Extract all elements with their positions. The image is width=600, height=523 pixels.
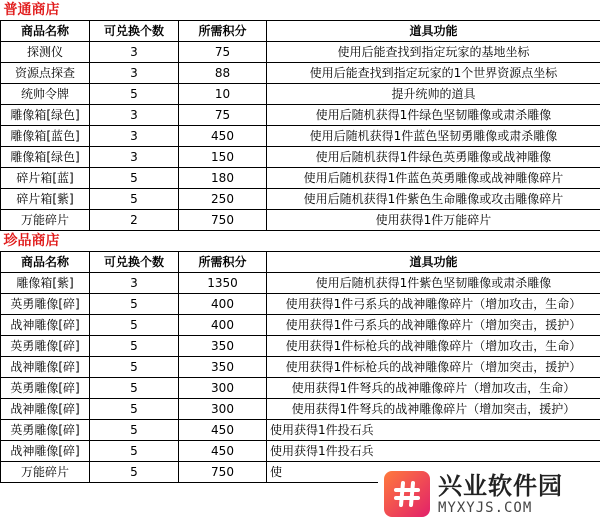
table-row	[1, 273, 600, 294]
table-row	[1, 357, 600, 378]
item-name: 统帅令牌	[1, 84, 90, 105]
item-points: 180	[179, 168, 267, 189]
header-row	[1, 21, 600, 42]
table-row	[1, 126, 600, 147]
blank-cell	[90, 0, 179, 21]
item-points: 400	[179, 294, 267, 315]
blank-cell	[267, 231, 600, 252]
table-row	[1, 63, 600, 84]
item-name: 英勇雕像[碎]	[1, 378, 90, 399]
item-function: 使用获得1件投石兵	[267, 441, 600, 462]
header-row	[1, 252, 600, 273]
item-name: 万能碎片	[1, 462, 90, 483]
table-row	[1, 42, 600, 63]
item-count: 5	[90, 378, 179, 399]
item-count: 5	[90, 189, 179, 210]
blank-cell	[179, 0, 267, 21]
header-function: 道具功能	[267, 252, 600, 273]
item-points: 1350	[179, 273, 267, 294]
item-function: 使用获得1件标枪兵的战神雕像碎片（增加攻击，生命）	[267, 336, 600, 357]
item-name: 万能碎片	[1, 210, 90, 231]
table-row	[1, 189, 600, 210]
table-row	[1, 441, 600, 462]
item-function: 使用获得1件万能碎片	[267, 210, 600, 231]
header-item-name: 商品名称	[1, 252, 90, 273]
item-count: 3	[90, 147, 179, 168]
item-name: 探测仪	[1, 42, 90, 63]
table-row	[1, 168, 600, 189]
item-points: 750	[179, 462, 267, 483]
item-count: 5	[90, 168, 179, 189]
table-row	[1, 315, 600, 336]
item-name: 英勇雕像[碎]	[1, 336, 90, 357]
header-item-name: 商品名称	[1, 21, 90, 42]
table-row	[1, 336, 600, 357]
watermark-url: MYXYJS.COM	[438, 500, 533, 516]
blank-cell	[179, 231, 267, 252]
item-count: 3	[90, 63, 179, 84]
item-count: 5	[90, 315, 179, 336]
item-name: 雕像箱[绿色]	[1, 147, 90, 168]
item-name: 雕像箱[蓝色]	[1, 126, 90, 147]
item-count: 3	[90, 42, 179, 63]
item-points: 350	[179, 357, 267, 378]
item-points: 350	[179, 336, 267, 357]
item-points: 75	[179, 42, 267, 63]
item-function: 使用后能查找到指定玩家的1个世界资源点坐标	[267, 63, 600, 84]
item-function: 使用后随机获得1件紫色坚韧雕像或肃杀雕像	[267, 273, 600, 294]
item-function: 使用获得1件弓系兵的战神雕像碎片（增加攻击，生命）	[267, 294, 600, 315]
item-points: 300	[179, 378, 267, 399]
item-count: 5	[90, 357, 179, 378]
item-function: 使用后能查找到指定玩家的基地坐标	[267, 42, 600, 63]
table-row	[1, 378, 600, 399]
header-points: 所需积分	[179, 252, 267, 273]
item-points: 750	[179, 210, 267, 231]
item-points: 150	[179, 147, 267, 168]
watermark-title: 兴业软件园	[438, 472, 563, 500]
item-name: 英勇雕像[碎]	[1, 420, 90, 441]
item-name: 碎片箱[蓝]	[1, 168, 90, 189]
section-title: 珍品商店	[3, 233, 60, 249]
item-function: 使用获得1件标枪兵的战神雕像碎片（增加突击，援护）	[267, 357, 600, 378]
header-points: 所需积分	[179, 21, 267, 42]
blank-cell	[267, 0, 600, 21]
item-function: 使用后随机获得1件蓝色坚韧勇雕像或肃杀雕像	[267, 126, 600, 147]
header-count: 可兑换个数	[90, 21, 179, 42]
item-count: 3	[90, 105, 179, 126]
section-title: 普通商店	[3, 2, 60, 18]
table-row	[1, 294, 600, 315]
item-points: 400	[179, 315, 267, 336]
item-count: 5	[90, 441, 179, 462]
header-count: 可兑换个数	[90, 252, 179, 273]
item-points: 88	[179, 63, 267, 84]
item-count: 3	[90, 126, 179, 147]
item-count: 5	[90, 420, 179, 441]
section-title-row	[1, 231, 600, 252]
table-row	[1, 420, 600, 441]
item-function: 使用获得1件弩兵的战神雕像碎片（增加突击，援护）	[267, 399, 600, 420]
item-points: 75	[179, 105, 267, 126]
watermark	[378, 465, 600, 523]
item-function: 使用获得1件弓系兵的战神雕像碎片（增加突击，援护）	[267, 315, 600, 336]
item-name: 战神雕像[碎]	[1, 441, 90, 462]
item-function: 使用后随机获得1件蓝色英勇雕像或战神雕像碎片	[267, 168, 600, 189]
table-row	[1, 399, 600, 420]
item-function: 提升统帅的道具	[267, 84, 600, 105]
table-row	[1, 105, 600, 126]
item-points: 10	[179, 84, 267, 105]
item-function: 使	[267, 462, 600, 483]
watermark-logo-icon	[384, 471, 430, 517]
hash-icon	[392, 479, 422, 509]
item-name: 战神雕像[碎]	[1, 399, 90, 420]
item-function: 使用后随机获得1件绿色坚韧雕像或肃杀雕像	[267, 105, 600, 126]
item-count: 5	[90, 399, 179, 420]
item-count: 3	[90, 273, 179, 294]
section-title-row	[1, 0, 600, 21]
table-row	[1, 210, 600, 231]
table-row	[1, 147, 600, 168]
blank-cell	[90, 231, 179, 252]
item-function: 使用获得1件投石兵	[267, 420, 600, 441]
item-name: 雕像箱[紫]	[1, 273, 90, 294]
item-function: 使用后随机获得1件绿色英勇雕像或战神雕像	[267, 147, 600, 168]
item-function: 使用获得1件弩兵的战神雕像碎片（增加攻击，生命）	[267, 378, 600, 399]
item-count: 5	[90, 462, 179, 483]
item-points: 450	[179, 420, 267, 441]
shop-table-body	[1, 0, 600, 483]
item-count: 5	[90, 336, 179, 357]
item-points: 450	[179, 126, 267, 147]
item-points: 300	[179, 399, 267, 420]
item-count: 5	[90, 294, 179, 315]
item-name: 战神雕像[碎]	[1, 357, 90, 378]
table-row	[1, 84, 600, 105]
item-count: 2	[90, 210, 179, 231]
item-count: 5	[90, 84, 179, 105]
item-points: 450	[179, 441, 267, 462]
header-function: 道具功能	[267, 21, 600, 42]
item-function: 使用后随机获得1件紫色生命雕像或攻击雕像碎片	[267, 189, 600, 210]
item-name: 战神雕像[碎]	[1, 315, 90, 336]
item-name: 资源点探查	[1, 63, 90, 84]
item-name: 英勇雕像[碎]	[1, 294, 90, 315]
item-name: 碎片箱[紫]	[1, 189, 90, 210]
item-points: 250	[179, 189, 267, 210]
item-name: 雕像箱[绿色]	[1, 105, 90, 126]
